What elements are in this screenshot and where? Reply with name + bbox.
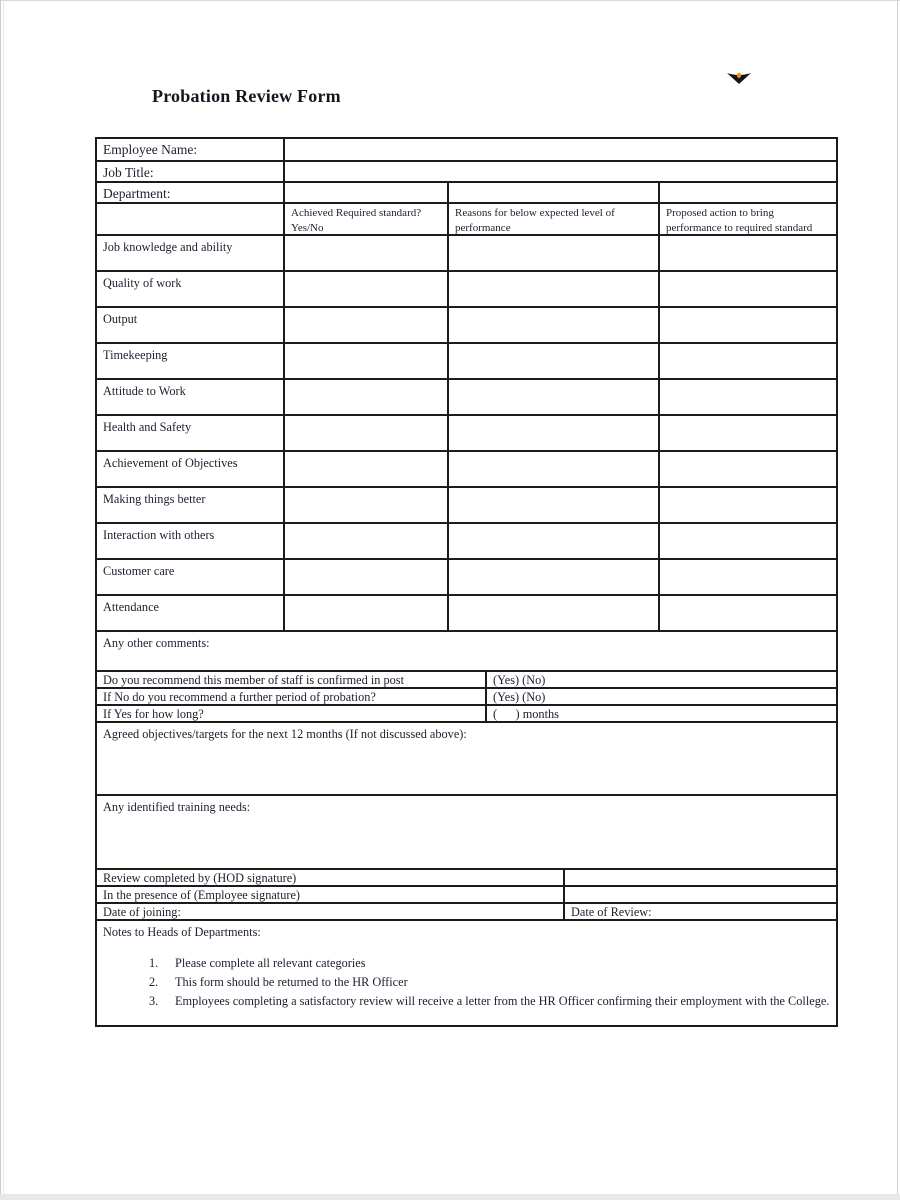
table-row-criterion bbox=[97, 234, 836, 270]
criterion-standard-cell[interactable] bbox=[283, 524, 447, 558]
employee-name-label: Employee Name: bbox=[103, 142, 198, 157]
criterion-label: Health and Safety bbox=[103, 420, 192, 434]
question-probation-label: If No do you recommend a further period of probation? bbox=[103, 690, 376, 704]
hod-signature-value-cell[interactable] bbox=[563, 870, 836, 885]
criterion-action-cell[interactable] bbox=[658, 308, 836, 342]
question-confirm-answer[interactable]: (Yes) (No) bbox=[485, 672, 836, 687]
department-value-cell[interactable] bbox=[283, 183, 447, 202]
criterion-action-cell[interactable] bbox=[658, 416, 836, 450]
criterion-reasons-cell[interactable] bbox=[447, 488, 658, 522]
criterion-reasons-cell[interactable] bbox=[447, 236, 658, 270]
job-title-label: Job Title: bbox=[103, 165, 154, 180]
notes-list bbox=[103, 954, 830, 1011]
notes-heading: Notes to Heads of Departments: bbox=[103, 925, 261, 939]
note-number: 3. bbox=[149, 994, 159, 1008]
criterion-standard-cell[interactable] bbox=[283, 416, 447, 450]
criterion-label: Customer care bbox=[103, 564, 175, 578]
criterion-label: Achievement of Objectives bbox=[103, 456, 238, 470]
criterion-action-cell[interactable] bbox=[658, 596, 836, 630]
criterion-reasons-cell[interactable] bbox=[447, 524, 658, 558]
page-left-hairline bbox=[0, 0, 1, 1200]
hod-signature-label: Review completed by (HOD signature) bbox=[103, 871, 297, 885]
employee-name-value-cell[interactable] bbox=[283, 139, 836, 160]
table-row-criterion bbox=[97, 414, 836, 450]
department-extra-cell-1 bbox=[447, 183, 658, 202]
note-text: Please complete all relevant categories bbox=[175, 956, 366, 970]
criterion-action-cell[interactable] bbox=[658, 452, 836, 486]
table-row-criterion bbox=[97, 486, 836, 522]
comments-label[interactable]: Any other comments: bbox=[103, 636, 210, 650]
table-row-dates bbox=[97, 902, 836, 919]
question-confirm-label: Do you recommend this member of staff is confirmed in post bbox=[103, 673, 404, 687]
criterion-label: Attendance bbox=[103, 600, 159, 614]
criterion-action-cell[interactable] bbox=[658, 380, 836, 414]
criterion-standard-cell[interactable] bbox=[283, 344, 447, 378]
criterion-reasons-cell[interactable] bbox=[447, 596, 658, 630]
table-row-hod-signature bbox=[97, 868, 836, 885]
criterion-label: Timekeeping bbox=[103, 348, 168, 362]
page-bottom-band bbox=[0, 1194, 900, 1200]
criterion-reasons-cell[interactable] bbox=[447, 380, 658, 414]
list-item bbox=[149, 992, 830, 1011]
table-row-criterion bbox=[97, 558, 836, 594]
table-row-criterion bbox=[97, 270, 836, 306]
note-text: This form should be returned to the HR Officer bbox=[175, 975, 408, 989]
table-header-row bbox=[97, 202, 836, 234]
criterion-action-cell[interactable] bbox=[658, 272, 836, 306]
criterion-reasons-cell[interactable] bbox=[447, 416, 658, 450]
criterion-action-cell[interactable] bbox=[658, 560, 836, 594]
note-text: Employees completing a satisfactory review will receive a letter from the HR Officer confirming their employment with the College. bbox=[175, 994, 830, 1008]
criterion-action-cell[interactable] bbox=[658, 488, 836, 522]
header-blank-cell bbox=[97, 204, 283, 234]
criterion-reasons-cell[interactable] bbox=[447, 272, 658, 306]
list-item bbox=[149, 954, 830, 973]
criterion-action-cell[interactable] bbox=[658, 524, 836, 558]
table-row-criterion bbox=[97, 594, 836, 630]
page-top-hairline bbox=[0, 0, 900, 1]
table-row-job-title bbox=[97, 160, 836, 181]
note-number: 1. bbox=[149, 956, 159, 970]
notes-cell bbox=[97, 921, 836, 1025]
criterion-label: Job knowledge and ability bbox=[103, 240, 233, 254]
table-row-employee-signature bbox=[97, 885, 836, 902]
table-row-criterion bbox=[97, 450, 836, 486]
note-number: 2. bbox=[149, 975, 159, 989]
table-row-question-how-long bbox=[97, 704, 836, 721]
criterion-label: Making things better bbox=[103, 492, 206, 506]
criterion-standard-cell[interactable] bbox=[283, 308, 447, 342]
table-row-training-needs bbox=[97, 794, 836, 868]
header-achieved-standard: Achieved Required standard? Yes/No bbox=[283, 204, 447, 234]
criterion-standard-cell[interactable] bbox=[283, 272, 447, 306]
criterion-reasons-cell[interactable] bbox=[447, 452, 658, 486]
date-of-joining-label[interactable]: Date of joining: bbox=[103, 905, 181, 919]
criterion-reasons-cell[interactable] bbox=[447, 344, 658, 378]
criterion-action-cell[interactable] bbox=[658, 236, 836, 270]
criterion-reasons-cell[interactable] bbox=[447, 308, 658, 342]
question-how-long-answer[interactable]: ( ) months bbox=[485, 706, 836, 721]
criterion-label: Quality of work bbox=[103, 276, 182, 290]
criterion-standard-cell[interactable] bbox=[283, 596, 447, 630]
criterion-label: Interaction with others bbox=[103, 528, 215, 542]
page-title: Probation Review Form bbox=[152, 86, 341, 106]
department-extra-cell-2 bbox=[658, 183, 836, 202]
header-proposed-action: Proposed action to bring performance to required standard bbox=[658, 204, 836, 234]
table-row-question-probation bbox=[97, 687, 836, 704]
criterion-label: Output bbox=[103, 312, 138, 326]
criterion-label: Attitude to Work bbox=[103, 384, 186, 398]
agreed-objectives-label[interactable]: Agreed objectives/targets for the next 12 months (If not discussed above): bbox=[103, 727, 467, 741]
table-row-criterion bbox=[97, 378, 836, 414]
criterion-standard-cell[interactable] bbox=[283, 560, 447, 594]
date-of-review-label[interactable]: Date of Review: bbox=[563, 904, 836, 919]
table-row-department bbox=[97, 181, 836, 202]
question-how-long-label: If Yes for how long? bbox=[103, 707, 204, 721]
department-label: Department: bbox=[103, 186, 171, 201]
question-probation-answer[interactable]: (Yes) (No) bbox=[485, 689, 836, 704]
table-row-criterion bbox=[97, 306, 836, 342]
criterion-action-cell[interactable] bbox=[658, 344, 836, 378]
table-row-employee-name bbox=[97, 139, 836, 160]
criterion-standard-cell[interactable] bbox=[283, 452, 447, 486]
page-right-hairline bbox=[897, 0, 898, 1200]
employee-signature-label: In the presence of (Employee signature) bbox=[103, 888, 301, 902]
table-row-criterion bbox=[97, 522, 836, 558]
employee-signature-value-cell[interactable] bbox=[563, 887, 836, 902]
criterion-reasons-cell[interactable] bbox=[447, 560, 658, 594]
table-row-notes bbox=[97, 919, 836, 1025]
job-title-value-cell[interactable] bbox=[283, 162, 836, 181]
criterion-standard-cell[interactable] bbox=[283, 380, 447, 414]
header-reasons-below: Reasons for below expected level of performance bbox=[447, 204, 658, 234]
table-row-agreed-objectives bbox=[97, 721, 836, 794]
probation-review-form-table bbox=[95, 137, 838, 1027]
table-row-criterion bbox=[97, 342, 836, 378]
table-row-question-confirm bbox=[97, 670, 836, 687]
list-item bbox=[149, 973, 830, 992]
table-row-comments bbox=[97, 630, 836, 670]
criterion-standard-cell[interactable] bbox=[283, 236, 447, 270]
dropdown-arrow-icon[interactable] bbox=[726, 72, 752, 85]
training-needs-label[interactable]: Any identified training needs: bbox=[103, 800, 251, 814]
page-left-hairline-2 bbox=[3, 0, 4, 1200]
criterion-standard-cell[interactable] bbox=[283, 488, 447, 522]
